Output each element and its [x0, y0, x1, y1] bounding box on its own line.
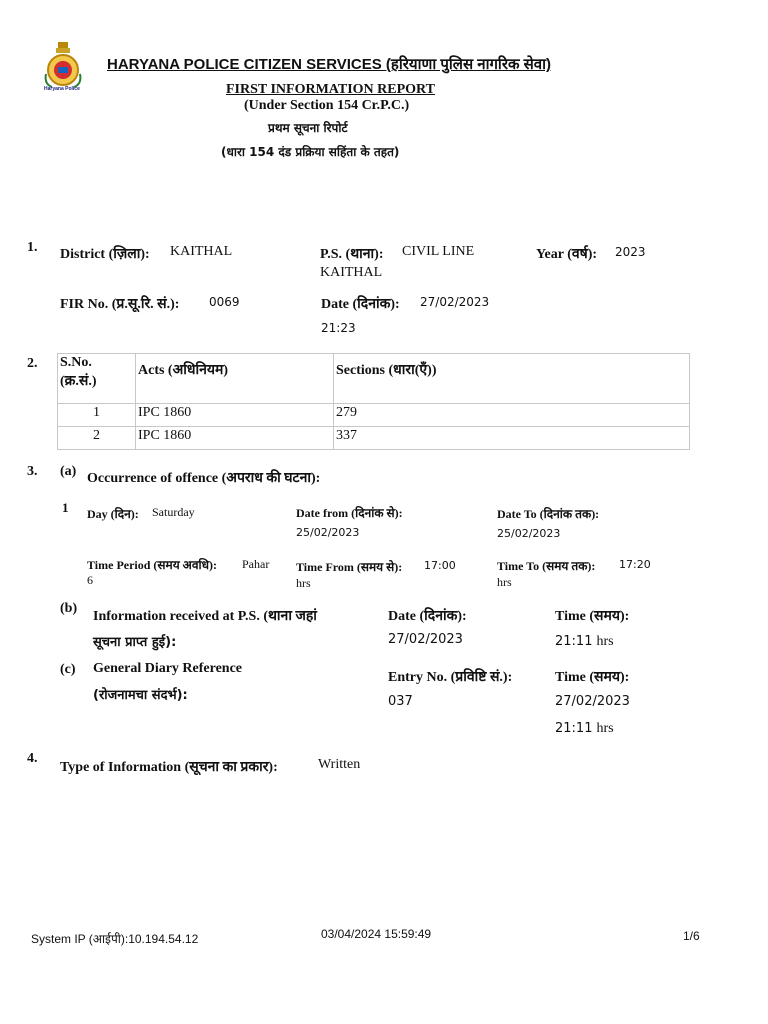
info-date-label: Date (दिनांक): — [388, 609, 467, 624]
acts-sections-table — [57, 353, 690, 450]
report-subtitle: (Under Section 154 Cr.P.C.) — [244, 98, 410, 113]
info-time-unit: hrs — [596, 634, 614, 649]
police-station-value: CIVIL LINE — [402, 244, 475, 259]
date-from-value: 25/02/2023 — [296, 526, 360, 539]
info-date-value: 27/02/2023 — [388, 632, 463, 647]
information-type-value: Written — [318, 757, 361, 772]
entry-time-value: 21:11 — [555, 721, 593, 736]
police-station-value-line2: KAITHAL — [320, 265, 383, 280]
date-from-label: Date from (दिनांक से): — [296, 506, 403, 520]
district-value: KAITHAL — [170, 244, 233, 259]
section-number: 1. — [27, 240, 38, 255]
acts-header: Acts (अधिनियम) — [136, 354, 334, 404]
subsection-c-label: (c) — [60, 662, 76, 677]
section-number: 3. — [27, 464, 38, 479]
time-to-unit: hrs — [497, 575, 512, 589]
general-diary-title: General Diary Reference — [93, 661, 243, 676]
section-cell: 337 — [334, 427, 690, 450]
sections-header: Sections (धारा(एँ)) — [334, 354, 690, 404]
entry-number-value: 037 — [388, 694, 413, 709]
fir-date-label: Date (दिनांक): — [321, 297, 400, 312]
general-diary-title-line2: (रोजनामचा संदर्भ): — [93, 688, 188, 703]
entry-number-label: Entry No. (प्रविष्टि सं.): — [388, 670, 513, 685]
entry-date-value: 27/02/2023 — [555, 694, 630, 709]
sno-header: S.No. (क्र.सं.) — [58, 354, 136, 404]
year-label: Year (वर्ष): — [536, 247, 598, 262]
time-from-label: Time From (समय से): — [296, 560, 403, 574]
subsection-b-label: (b) — [60, 601, 78, 616]
table-row — [58, 404, 690, 427]
fir-number-value: 0069 — [209, 295, 240, 309]
time-to-value: 17:20 — [619, 558, 651, 571]
entry-time-unit: hrs — [596, 721, 614, 736]
info-received-title-line2: सूचना प्राप्त हुई): — [93, 635, 177, 650]
occurrence-title: Occurrence of offence (अपराध की घटना): — [87, 471, 321, 486]
page-title: HARYANA POLICE CITIZEN SERVICES (हरियाणा पुलिस नागरिक सेवा) — [107, 56, 552, 73]
district-label: District (ज़िला): — [60, 247, 150, 262]
print-timestamp: 03/04/2024 15:59:49 — [321, 927, 432, 941]
report-title-hindi: प्रथम सूचना रिपोर्ट — [268, 121, 348, 135]
info-time-label: Time (समय): — [555, 609, 630, 624]
fir-number-label: FIR No. (प्र.सू.रि. सं.): — [60, 297, 180, 312]
section-cell: 279 — [334, 404, 690, 427]
system-ip: System IP (आईपी):10.194.54.12 — [31, 932, 199, 946]
occurrence-item-number: 1 — [62, 500, 69, 515]
fir-date-value: 27/02/2023 — [420, 295, 490, 309]
date-to-value: 25/02/2023 — [497, 527, 561, 540]
police-station-label: P.S. (थाना): — [320, 247, 384, 262]
section-number: 4. — [27, 751, 38, 766]
sno-cell: 1 — [58, 404, 136, 427]
report-title: FIRST INFORMATION REPORT — [226, 82, 436, 97]
entry-time-label: Time (समय): — [555, 670, 630, 685]
page-number: 1/6 — [683, 929, 700, 943]
table-header-row — [58, 354, 690, 404]
act-cell: IPC 1860 — [136, 427, 334, 450]
info-time — [555, 632, 614, 650]
report-subtitle-hindi: (धारा 154 दंड प्रक्रिया सहिंता के तहत) — [221, 145, 400, 159]
time-period-value: Pahar — [242, 557, 270, 571]
time-from-unit: hrs — [296, 576, 311, 590]
time-to-label: Time To (समय तक): — [497, 559, 596, 573]
day-value: Saturday — [152, 505, 195, 519]
time-from-value: 17:00 — [424, 559, 456, 572]
information-type-label: Type of Information (सूचना का प्रकार): — [60, 760, 278, 775]
date-to-label: Date To (दिनांक तक): — [497, 507, 600, 521]
info-received-title: Information received at P.S. (थाना जहां — [93, 609, 317, 624]
day-label: Day (दिन): — [87, 507, 139, 521]
subsection-a-label: (a) — [60, 464, 77, 479]
act-cell: IPC 1860 — [136, 404, 334, 427]
entry-time — [555, 719, 614, 737]
logo-caption: Haryana Police — [44, 86, 80, 92]
time-period-value-line2: 6 — [87, 573, 93, 587]
info-time-value: 21:11 — [555, 634, 593, 649]
table-row — [58, 427, 690, 450]
fir-time-value: 21:23 — [321, 321, 356, 335]
section-number: 2. — [27, 356, 38, 371]
time-period-label: Time Period (समय अवधि): — [87, 558, 217, 572]
sno-cell: 2 — [58, 427, 136, 450]
year-value: 2023 — [615, 245, 646, 259]
